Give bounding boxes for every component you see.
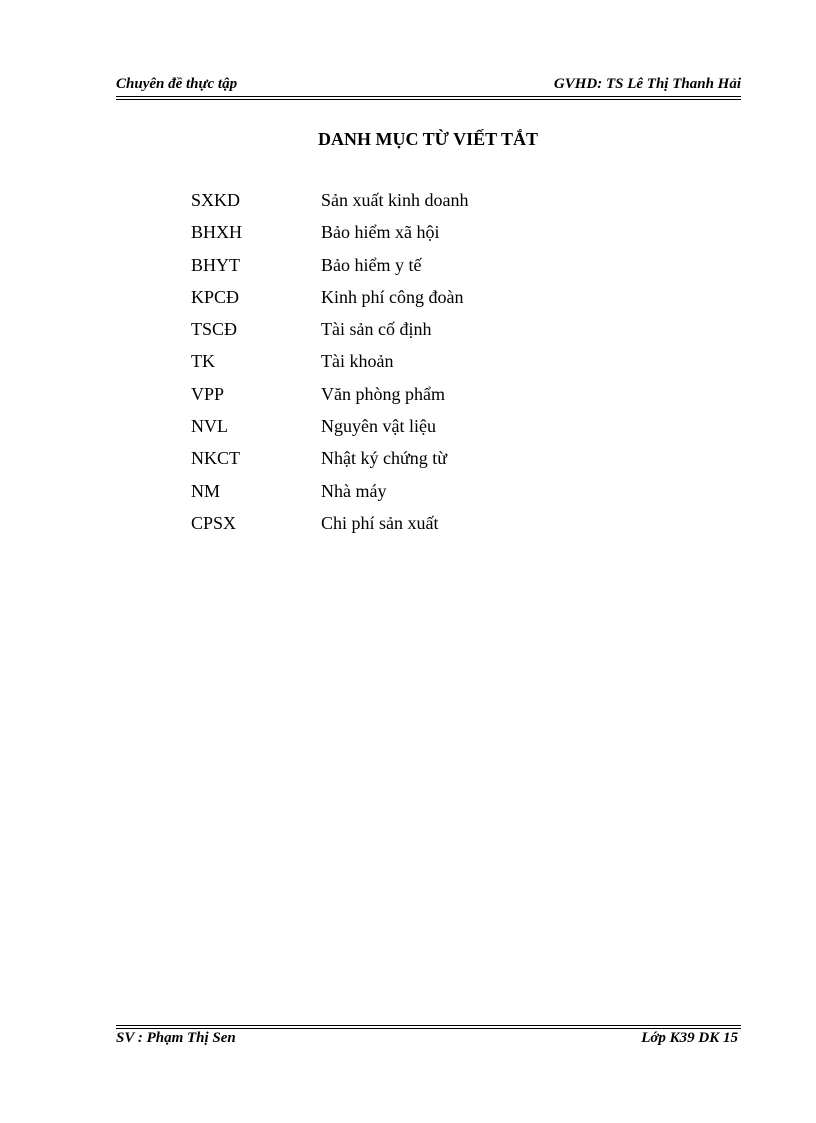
- footer-divider: [116, 1025, 741, 1026]
- abbreviation-term: NM: [191, 480, 221, 501]
- abbreviation-term: CPSX: [191, 512, 237, 533]
- abbreviation-term: NKCT: [191, 448, 240, 469]
- abbreviation-term: TK: [191, 351, 215, 372]
- abbreviation-row: [191, 319, 591, 351]
- abbreviation-row: [191, 416, 591, 448]
- abbreviation-row: [191, 255, 591, 287]
- abbreviation-row: [191, 481, 591, 513]
- abbreviation-term: TSCĐ: [191, 319, 238, 340]
- abbreviation-definition: Bảo hiểm xã hội: [321, 222, 440, 243]
- abbreviation-row: [191, 513, 591, 545]
- page-header: [116, 76, 741, 98]
- header-topic: Chuyên đề thực tập: [116, 76, 238, 92]
- abbreviation-row: [191, 190, 591, 222]
- abbreviation-definition: Tài sản cố định: [321, 319, 432, 340]
- abbreviation-definition: Nhà máy: [321, 480, 387, 501]
- abbreviation-definition: Nhật ký chứng từ: [321, 448, 447, 469]
- abbreviation-definition: Tài khoản: [321, 351, 394, 372]
- abbreviation-list: [191, 190, 591, 545]
- abbreviation-row: [191, 351, 591, 383]
- header-divider-secondary: [116, 99, 741, 100]
- abbreviation-definition: Bảo hiểm y tế: [321, 254, 422, 275]
- abbreviation-definition: Kinh phí công đoàn: [321, 286, 464, 307]
- abbreviation-term: VPP: [191, 383, 225, 404]
- abbreviation-term: BHYT: [191, 254, 240, 275]
- abbreviation-definition: Chi phí sản xuất: [321, 512, 439, 533]
- abbreviation-term: BHXH: [191, 222, 243, 243]
- abbreviation-term: SXKD: [191, 190, 241, 210]
- abbreviation-definition: Văn phòng phẩm: [321, 383, 445, 404]
- page-footer: [116, 1030, 741, 1052]
- abbreviation-definition: Sản xuất kinh doanh: [321, 190, 469, 210]
- abbreviation-term: KPCĐ: [191, 286, 240, 307]
- abbreviation-row: [191, 384, 591, 416]
- abbreviation-row: [191, 448, 591, 480]
- header-divider: [116, 96, 741, 97]
- page-title: DANH MỤC TỪ VIẾT TẮT: [317, 129, 539, 149]
- abbreviation-definition: Nguyên vật liệu: [321, 416, 436, 437]
- abbreviation-term: NVL: [191, 416, 228, 437]
- header-supervisor: GVHD: TS Lê Thị Thanh Hải: [553, 76, 741, 92]
- footer-divider-secondary: [116, 1028, 741, 1029]
- abbreviation-row: [191, 287, 591, 319]
- abbreviation-row: [191, 222, 591, 254]
- footer-class: Lớp K39 DK 15: [641, 1030, 738, 1046]
- footer-student: SV : Phạm Thị Sen: [116, 1030, 236, 1046]
